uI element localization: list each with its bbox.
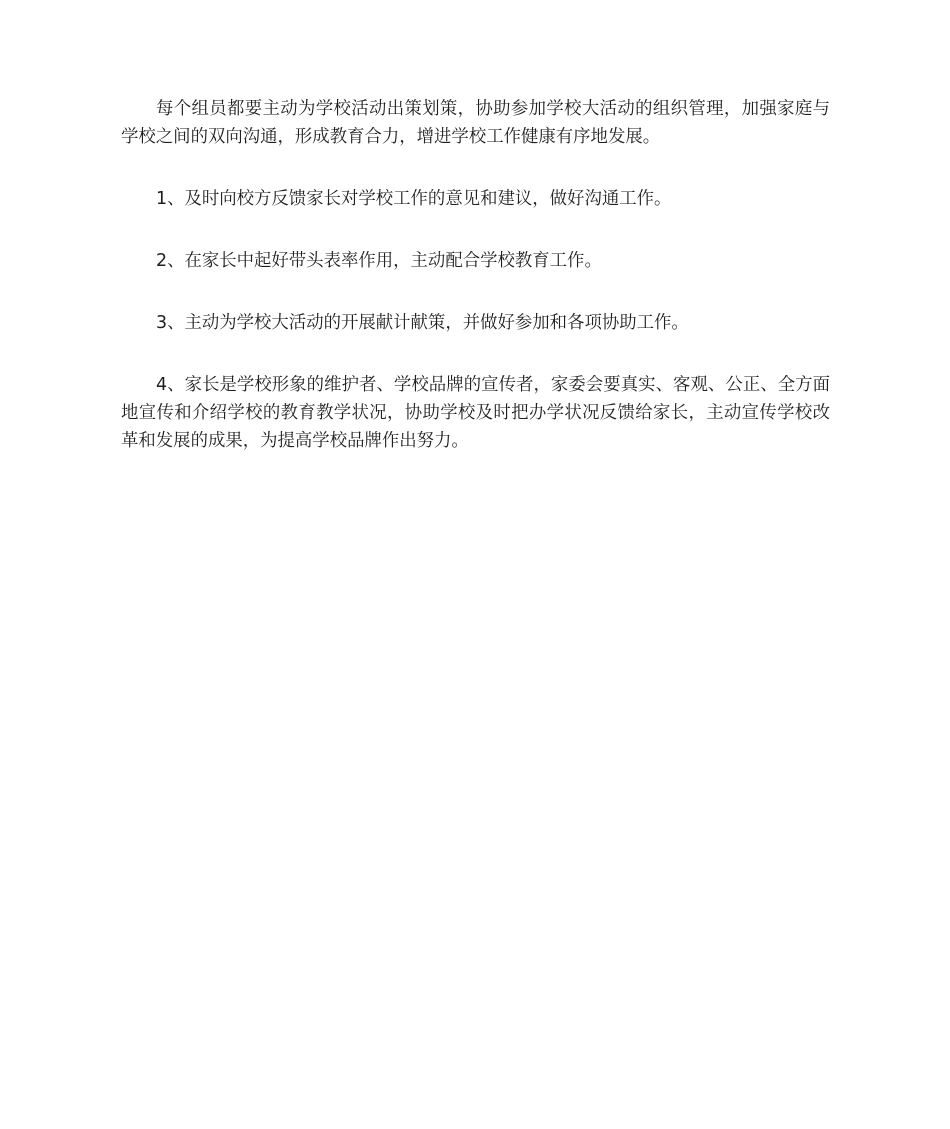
item-2-paragraph: 2、在家长中起好带头表率作用，主动配合学校教育工作。 — [156, 251, 602, 271]
intro-paragraph: 每个组员都要主动为学校活动出策划策，协助参加学校大活动的组织管理，加强家庭与学校之间的双向沟通，形成教育合力，增进学校工作健康有序地发展。 — [121, 99, 830, 147]
item-4-paragraph: 4、家长是学校形象的维护者、学校品牌的宣传者，家委会要真实、客观、公正、全方面地宣传和介绍学校的教育教学状况，协助学校及时把办学状况反馈给家长，主动宣传学校改革和发展的成果，为提高学校品牌作出努力。 — [121, 375, 830, 451]
document-body — [121, 95, 830, 455]
item-3-paragraph: 3、主动为学校大活动的开展献计献策，并做好参加和各项协助工作。 — [156, 313, 689, 333]
item-1-paragraph: 1、及时向校方反馈家长对学校工作的意见和建议，做好沟通工作。 — [156, 189, 672, 209]
